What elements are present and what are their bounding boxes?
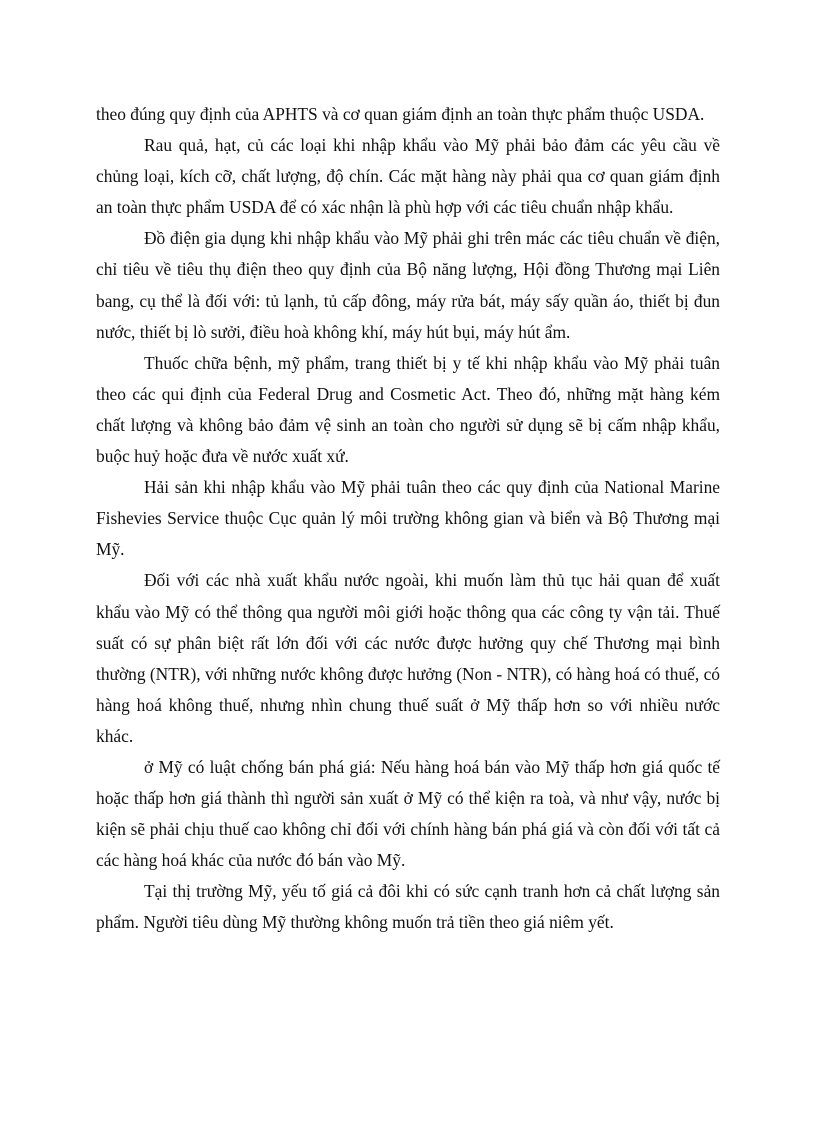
document-page [96,99,720,939]
paragraph-aphts-usda: theo đúng quy định của APHTS và cơ quan giám định an toàn thực phẩm thuộc USDA. [96,104,705,124]
paragraph-fruits-vegetables: Rau quả, hạt, củ các loại khi nhập khẩu vào Mỹ phải bảo đảm các yêu cầu về chủng loại, kích cỡ, chất lượng, độ chín. Các mặt hàng này phải qua cơ quan giám định an toàn thực phẩm USDA để có xác nhận là phù hợp với các tiêu chuẩn nhập khẩu. [96,135,720,218]
paragraph-anti-dumping: ở Mỹ có luật chống bán phá giá: Nếu hàng hoá bán vào Mỹ thấp hơn giá quốc tế hoặc thấp hơn giá thành thì người sản xuất ở Mỹ có thể kiện ra toà, và như vậy, nước bị kiện sẽ phải chịu thuế cao không chỉ đối với chính hàng bán phá giá và còn đối với tất cả các hàng hoá khác của nước đó bán vào Mỹ. [96,756,720,871]
paragraph-foreign-exporters: Đối với các nhà xuất khẩu nước ngoài, khi muốn làm thủ tục hải quan để xuất khẩu vào Mỹ có thể thông qua người môi giới hoặc thông qua các công ty vận tải. Thuế suất có sự phân biệt rất lớn đối với các nước được hưởng quy chế Thương mại bình thường (NTR), với những nước không được hưởng (Non - NTR), có hàng hoá có thuế, có hàng hoá không thuế, nhưng nhìn chung thuế suất ở Mỹ thấp hơn so với nhiều nước khác. [96,570,720,746]
paragraph-seafood: Hải sản khi nhập khẩu vào Mỹ phải tuân theo các quy định của National Marine Fishevies Service thuộc Cục quản lý môi trường không gian và biển và Bộ Thương mại Mỹ. [96,477,720,560]
paragraph-household-appliances: Đồ điện gia dụng khi nhập khẩu vào Mỹ phải ghi trên mác các tiêu chuẩn về điện, chỉ tiêu về tiêu thụ điện theo quy định của Bộ năng lượng, Hội đồng Thương mại Liên bang, cụ thể là đối với: tủ lạnh, tủ cấp đông, máy rửa bát, máy sấy quần áo, thiết bị đun nước, thiết bị lò sưởi, điều hoà không khí, máy hút bụi, máy hút ẩm. [96,228,720,342]
paragraph-medicine-cosmetics: Thuốc chữa bệnh, mỹ phẩm, trang thiết bị y tế khi nhập khẩu vào Mỹ phải tuân theo các qui định của Federal Drug and Cosmetic Act. Theo đó, những mặt hàng kém chất lượng và không bảo đảm vệ sinh an toàn cho người sử dụng sẽ bị cấm nhập khẩu, buộc huỷ hoặc đưa về nước xuất xứ. [96,352,720,467]
paragraph-price-competition: Tại thị trường Mỹ, yếu tố giá cả đôi khi có sức cạnh tranh hơn cả chất lượng sản phẩm. Người tiêu dùng Mỹ thường không muốn trả tiền theo giá niêm yết. [96,881,720,933]
